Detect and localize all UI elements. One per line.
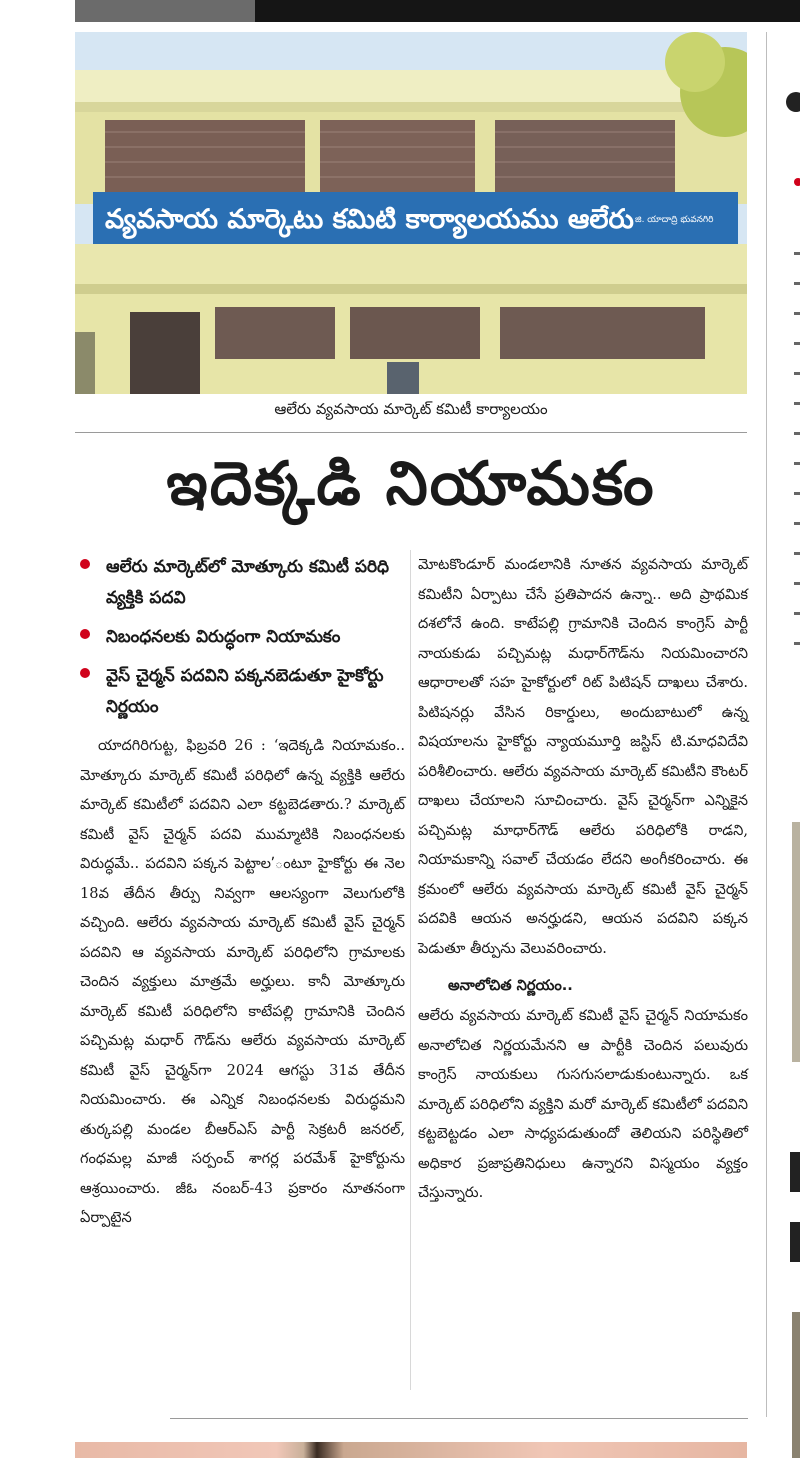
- office-photo: [75, 32, 747, 394]
- right-column-rule: [766, 32, 767, 1417]
- column-divider: [410, 550, 411, 1390]
- right-body-text-2: ఆలేరు వ్యవసాయ మార్కెట్ కమిటీ వైస్ చైర్మన్ నియామకం అనాలోచిత నిర్ణయమేనని ఆ పార్టీకి చెందిన పలువురు కాంగ్రెస్ నాయకులు గుసగుసలాడుకుంటున్నారు. ఒక మార్కెట్ పరిధిలోని వ్యక్తిని మరో మార్కెట్ కమిటీలో పదవిని కట్టబెట్టడం ఎలా సాధ్యపడుతుందో తెలియని పరిస్థితిలో అధికార ప్రజాప్రతినిధులు ఉన్నారని విస్మయం వ్యక్తం చేస్తున్నారు.: [418, 1007, 748, 1201]
- adjacent-column-edge: [770, 22, 800, 1458]
- top-bar-right: [255, 0, 800, 22]
- bullet-dot-icon: [80, 629, 90, 639]
- office-building-image: [75, 32, 747, 394]
- right-column: [418, 550, 748, 1208]
- bullet-point: [80, 622, 405, 653]
- bullet-point: [80, 661, 405, 723]
- next-article-photo-strip: [75, 1442, 747, 1458]
- bullet-dot-icon: [80, 559, 90, 569]
- caption-divider: [75, 432, 747, 433]
- left-column: [80, 552, 405, 1233]
- sign-small-text: జి. యాదాద్రి భువనగిరి: [635, 215, 714, 225]
- bullet-point: [80, 552, 405, 614]
- sign-text: వ్యవసాయ మార్కెటు కమిటి కార్యాలయము ఆలేరు: [105, 204, 634, 235]
- subheading: అనాలోచిత నిర్ణయం..: [448, 977, 573, 994]
- photo-caption: ఆలేరు వ్యవసాయ మార్కెట్ కమిటీ కార్యాలయం: [274, 400, 548, 418]
- left-body-text: యాదగిరిగుట్ట, ఫిబ్రవరి 26 : ‘ఇదెక్కడి నియామకం.. మోత్కూరు మార్కెట్ కమిటీ పరిధిలో ఉన్న వ్యక్తికి ఆలేరు మార్కెట్ కమిటీలో పదవిని ఎలా కట్టబెడతారు.? మార్కెట్ కమిటీ వైస్ చైర్మన్ పదవి ముమ్మాటికి నిబంధనలకు విరుద్ధమే.. పదవిని పక్కన పెట్టాల’ంటూ హైకోర్టు ఈ నెల 18వ తేదీన తీర్పు నివ్వగా ఆలస్యంగా వెలుగులోకి వచ్చింది. ఆలేరు వ్యవసాయ మార్కెట్ కమిటీ వైస్ చైర్మన్ పదవిని ఆ వ్యవసాయ మార్కెట్ పరిధిలోని గ్రామాలకు చెందిన వ్యక్తులు మాత్రమే అర్హులు. కానీ మోత్కూరు మార్కెట్ కమిటీ పరిధిలోని కాటేపల్లి గ్రామానికి చెందిన పచ్చిమట్ల మధార్ గౌడ్‌ను ఆలేరు వ్యవసాయ మార్కెట్ కమిటీ వైస్ చైర్మన్‌గా 2024 ఆగస్టు 31వ తేదీన నియమించారు. ఈ ఎన్నిక నిబంధనలకు విరుద్ధమని తుర్కపల్లి మండల బీఆర్‌ఎస్ పార్టీ సెక్రటరీ జనరల్, గంధమల్ల మాజీ సర్పంచ్ శాగర్ల పరమేశ్ హైకోర్టును ఆశ్రయించారు. జీఓ నంబర్-43 ప్రకారం నూతనంగా ఏర్పాటైన: [80, 737, 405, 1226]
- footer-divider: [170, 1418, 748, 1419]
- bullet-dot-icon: [80, 668, 90, 678]
- bullet-text: ఆలేరు మార్కెట్‌లో మోత్కూరు కమిటీ పరిధి వ్యక్తికి పదవి: [106, 557, 390, 608]
- bullet-text: వైస్ చైర్మన్ పదవిని పక్కనబెడుతూ హైకోర్టు నిర్ణయం: [106, 666, 384, 717]
- headline: ఇదెక్కడి నియామకం: [166, 449, 656, 519]
- top-bar-left: [75, 0, 255, 22]
- bullet-text: నిబంధనలకు విరుద్ధంగా నియామకం: [106, 627, 341, 647]
- right-body-text: మోటకొండూర్ మండలానికి నూతన వ్యవసాయ మార్కెట్ కమిటీని ఏర్పాటు చేసే ప్రతిపాదన ఉన్నా.. అది ప్రాథమిక దశలోనే ఉంది. కాటేపల్లి గ్రామానికి చెందిన కాంగ్రెస్ పార్టీ నాయకుడు పచ్చిమట్ల మధార్‌గౌడ్‌ను నియమించారని ఆధారాలతో సహ హైకోర్టులో రిట్ పిటిషన్ దాఖలు చేశారు. పిటిషనర్లు వేసిన రికార్డులు, అందుబాటులో ఉన్న విషయాలను హైకోర్టు న్యాయమూర్తి జస్టిస్ టి.మాధవిదేవి పరిశీలించారు. ఆలేరు వ్యవసాయ మార్కెట్ కమిటీని కౌంటర్ దాఖలు చేయాలని సూచించారు. వైస్ చైర్మన్‌గా ఎన్నికైన పచ్చిమట్ల మాధార్‌గౌడ్ ఆలేరు పరిధిలోకి రాడని, నియామకాన్ని సవాల్ చేయడం లేదని అంగీకరించారు. ఈ క్రమంలో ఆలేరు వ్యవసాయ మార్కెట్ కమిటీ వైస్ చైర్మన్ పదవికి ఆయన అనర్హుడని, ఆయన పదవిని పక్కన పెడుతూ తీర్పును వెలువరించారు.: [418, 556, 748, 957]
